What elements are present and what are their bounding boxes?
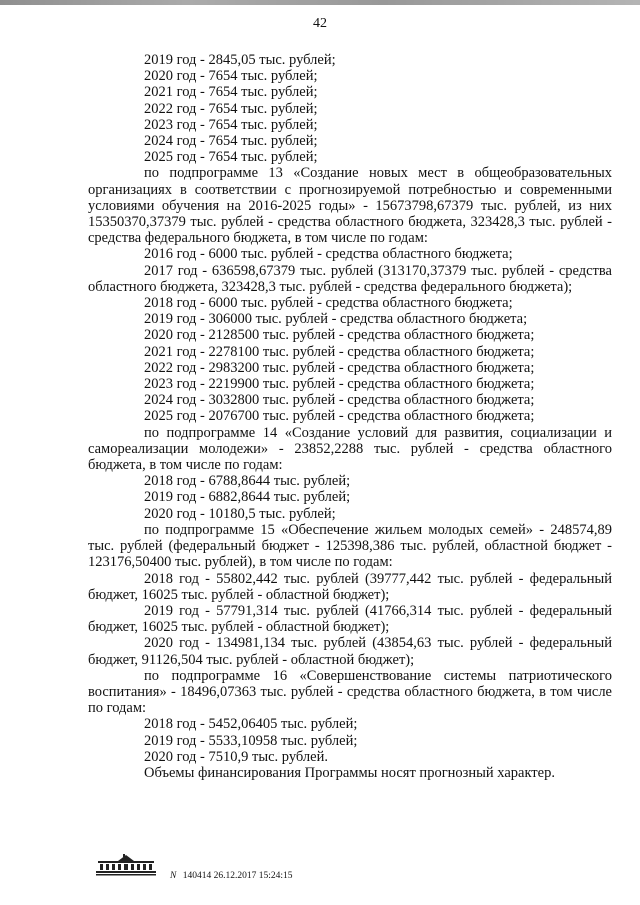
year-paragraph: 2017 год - 636598,67379 тыс. рублей (313170,37379 тыс. рублей - средства областного бюджета, 323428,3 тыс. рублей - средства федерального бюджета); xyxy=(88,262,612,295)
document-body xyxy=(88,52,612,781)
year-line: 2023 год - 2219900 тыс. рублей - средства областного бюджета; xyxy=(144,376,535,393)
subprogram-16-intro: по подпрограмме 16 «Совершенствование системы патриотического воспитания» - 18496,07363 тыс. рублей - средства областного бюджета, в том числе по годам: xyxy=(88,667,612,717)
year-line: 2025 год - 7654 тыс. рублей; xyxy=(144,149,318,166)
year-paragraph: 2019 год - 57791,314 тыс. рублей (41766,314 тыс. рублей - федеральный бюджет, 16025 тыс. рублей - областной бюджет); xyxy=(88,602,612,636)
year-line: 2021 год - 2278100 тыс. рублей - средства областного бюджета; xyxy=(144,343,535,360)
year-line: 2019 год - 5533,10958 тыс. рублей; xyxy=(144,732,358,749)
year-paragraph: 2020 год - 134981,134 тыс. рублей (43854,63 тыс. рублей - федеральный бюджет, 91126,504 тыс. рублей - областной бюджет); xyxy=(88,635,612,668)
subprogram-13-intro: по подпрограмме 13 «Создание новых мест в общеобразовательных организациях в соответствии с прогнозируемой потребностью и современными условиями обучения на 2016-2025 годы» - 15673798,67379 тыс. рублей, из них 15350370,37379 тыс. рублей - средства областного бюджета, 323428,3 тыс. рублей - средства федерального бюджета, в том числе по годам: xyxy=(88,165,612,247)
registration-stamp xyxy=(170,871,293,881)
year-line: 2020 год - 10180,5 тыс. рублей; xyxy=(144,505,336,522)
year-line: 2018 год - 6000 тыс. рублей - средства областного бюджета; xyxy=(144,295,513,312)
year-line: 2018 год - 5452,06405 тыс. рублей; xyxy=(144,716,358,733)
year-line: 2020 год - 7654 тыс. рублей; xyxy=(144,68,318,85)
subprogram-15-intro: по подпрограмме 15 «Обеспечение жильем молодых семей» - 248574,89 тыс. рублей (федеральный бюджет - 125398,386 тыс. рублей, областной бюджет - 123176,50400 тыс. рублей), в том числе по годам: xyxy=(88,521,612,571)
year-line: 2020 год - 7510,9 тыс. рублей. xyxy=(144,748,328,765)
year-line: 2020 год - 2128500 тыс. рублей - средства областного бюджета; xyxy=(144,327,535,344)
subprogram-14-intro: по подпрограмме 14 «Создание условий для развития, социализации и самореализации молодежи» - 23852,2288 тыс. рублей - средства областного бюджета, в том числе по годам: xyxy=(88,424,612,474)
year-line: 2025 год - 2076700 тыс. рублей - средства областного бюджета; xyxy=(144,408,535,425)
year-line: 2016 год - 6000 тыс. рублей - средства областного бюджета; xyxy=(144,246,513,263)
stamp-number-date: 140414 26.12.2017 15:24:15 xyxy=(182,871,293,881)
year-line: 2019 год - 6882,8644 тыс. рублей; xyxy=(144,489,351,506)
year-paragraph: 2018 год - 55802,442 тыс. рублей (39777,442 тыс. рублей - федеральный бюджет, 16025 тыс. рублей - областной бюджет); xyxy=(88,570,612,603)
closing-statement: Объемы финансирования Программы носят прогнозный характер. xyxy=(144,764,555,781)
year-line: 2024 год - 7654 тыс. рублей; xyxy=(144,133,318,150)
page-number: 42 xyxy=(313,16,327,31)
year-line: 2024 год - 3032800 тыс. рублей - средства областного бюджета; xyxy=(144,392,535,409)
year-line: 2022 год - 7654 тыс. рублей; xyxy=(144,100,318,117)
year-line: 2018 год - 6788,8644 тыс. рублей; xyxy=(144,473,351,490)
year-line: 2023 год - 7654 тыс. рублей; xyxy=(144,116,318,133)
stamp-mark: N xyxy=(170,871,177,881)
building-logo-icon xyxy=(96,854,156,876)
year-line: 2019 год - 2845,05 тыс. рублей; xyxy=(144,52,336,68)
year-line: 2021 год - 7654 тыс. рублей; xyxy=(144,84,318,101)
year-line: 2022 год - 2983200 тыс. рублей - средства областного бюджета; xyxy=(144,359,535,376)
year-line: 2019 год - 306000 тыс. рублей - средства областного бюджета; xyxy=(144,311,528,328)
scan-top-edge xyxy=(0,0,640,5)
